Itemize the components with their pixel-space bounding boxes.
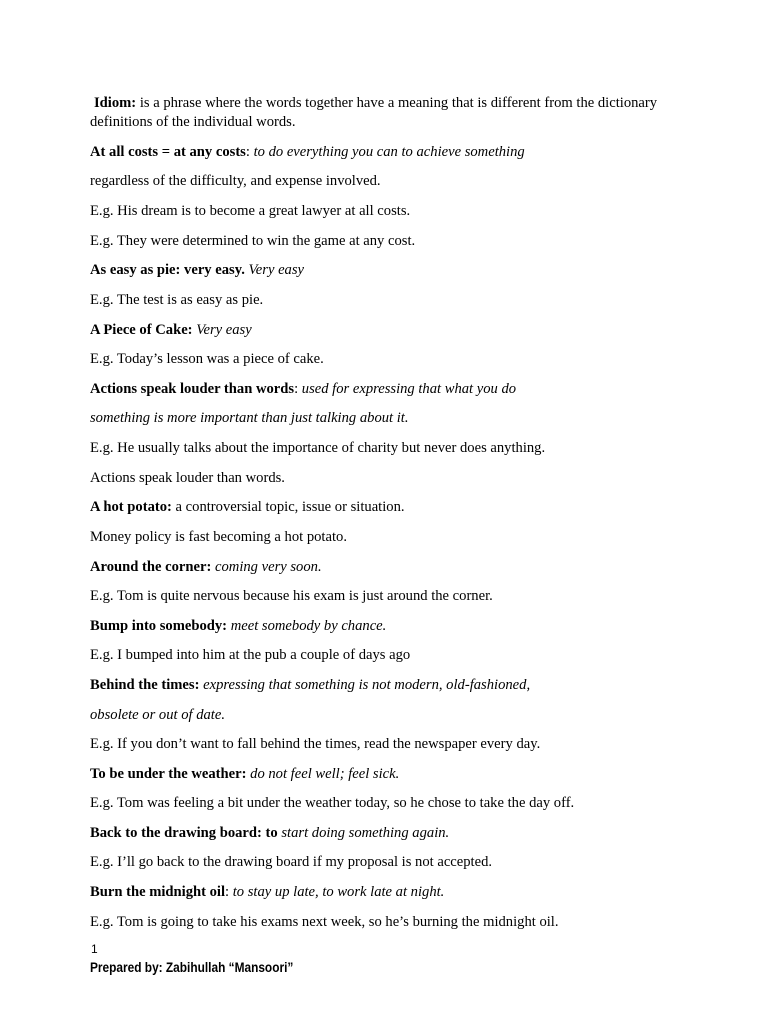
line-plain-text: E.g. They were determined to win the game at any cost. <box>90 233 416 249</box>
line-plain-text: E.g. His dream is to become a great lawyer at all costs. <box>90 203 411 219</box>
line-plain-text: E.g. I’ll go back to the drawing board if my proposal is not accepted. <box>90 854 493 870</box>
line-plain-text: regardless of the difficulty, and expense involved. <box>90 173 381 189</box>
line-bold-text: A hot potato: <box>90 499 172 515</box>
text-line <box>90 409 690 427</box>
line-italic-text: expressing that something is not modern, old-fashioned, <box>203 677 531 693</box>
text-line <box>90 853 690 871</box>
line-bold-text: Back to the drawing board: to <box>90 825 278 841</box>
text-line <box>90 735 690 753</box>
line-plain-text: E.g. The test is as easy as pie. <box>90 292 264 308</box>
line-bold-text: Around the corner: <box>90 559 212 575</box>
text-line <box>90 558 690 576</box>
line-plain-text: : <box>294 381 302 397</box>
text-line <box>90 321 690 339</box>
line-italic-text: Very easy <box>248 262 305 278</box>
line-plain-text: E.g. If you don’t want to fall behind the times, read the newspaper every day. <box>90 736 541 752</box>
line-italic-text: to do everything you can to achieve something <box>253 144 525 160</box>
text-line <box>90 143 690 161</box>
text-line <box>90 587 690 605</box>
line-plain-text: : <box>245 144 254 160</box>
line-italic-text: used for expressing that what you do <box>301 381 517 397</box>
text-line <box>90 469 690 487</box>
line-plain-text: Actions speak louder than words. <box>90 470 285 486</box>
text-line <box>90 232 690 250</box>
line-bold-text: Bump into somebody: <box>90 618 228 634</box>
line-italic-text: to stay up late, to work late at night. <box>232 884 445 900</box>
text-line <box>90 765 690 783</box>
text-line <box>90 350 690 368</box>
text-line <box>90 646 690 664</box>
line-bold-text: Actions speak louder than words <box>90 381 295 397</box>
line-italic-text: Very easy <box>196 322 252 338</box>
page-number: 1 <box>91 942 98 956</box>
text-line <box>90 706 690 724</box>
idiom-definition-text: is a phrase where the words together have a meaning that is different from the dictionary definitions of the individual words. <box>90 95 658 130</box>
line-plain-text: E.g. Today’s lesson was a piece of cake. <box>90 351 324 367</box>
text-line <box>90 617 690 635</box>
line-plain-text: E.g. I bumped into him at the pub a couple of days ago <box>90 647 411 663</box>
line-italic-text: obsolete or out of date. <box>90 707 225 723</box>
text-line <box>90 913 690 931</box>
text-line <box>90 676 690 694</box>
text-line <box>90 794 690 812</box>
line-italic-text: do not feel well; feel sick. <box>250 766 400 782</box>
text-line <box>90 261 690 279</box>
text-line <box>90 202 690 220</box>
line-italic-text: coming very soon. <box>215 559 322 575</box>
line-bold-text: As easy as pie: very easy. <box>90 262 245 278</box>
line-bold-text: Burn the midnight oil <box>90 884 226 900</box>
text-line <box>90 498 690 516</box>
text-line <box>90 883 690 901</box>
text-line <box>90 172 690 190</box>
text-line <box>90 824 690 842</box>
line-italic-text: something is more important than just talking about it. <box>90 410 409 426</box>
line-plain-text: E.g. Tom was feeling a bit under the weather today, so he chose to take the day off. <box>90 795 575 811</box>
footer-credit: Prepared by: Zabihullah “Mansoori” <box>90 960 294 975</box>
text-line <box>90 528 690 546</box>
line-italic-text: meet somebody by chance. <box>230 618 387 634</box>
line-bold-text: To be under the weather: <box>90 766 247 782</box>
text-line <box>90 380 690 398</box>
line-plain-text: E.g. He usually talks about the importance of charity but never does anything. <box>90 440 546 456</box>
idiom-term: Idiom: <box>94 95 137 111</box>
line-bold-text: Behind the times: <box>90 677 200 693</box>
line-plain-text: E.g. Tom is quite nervous because his exam is just around the corner. <box>90 588 493 604</box>
line-bold-text: A Piece of Cake: <box>90 322 193 338</box>
line-bold-text: At all costs = at any costs <box>90 144 246 160</box>
line-plain-text: a controversial topic, issue or situation. <box>171 499 405 515</box>
text-line <box>90 291 690 309</box>
text-line <box>90 439 690 457</box>
line-plain-text: : <box>225 884 233 900</box>
line-plain-text: E.g. Tom is going to take his exams next week, so he’s burning the midnight oil. <box>90 914 559 930</box>
line-italic-text: start doing something again. <box>281 825 450 841</box>
idiom-definition <box>90 94 690 131</box>
line-plain-text: Money policy is fast becoming a hot potato. <box>90 529 347 545</box>
